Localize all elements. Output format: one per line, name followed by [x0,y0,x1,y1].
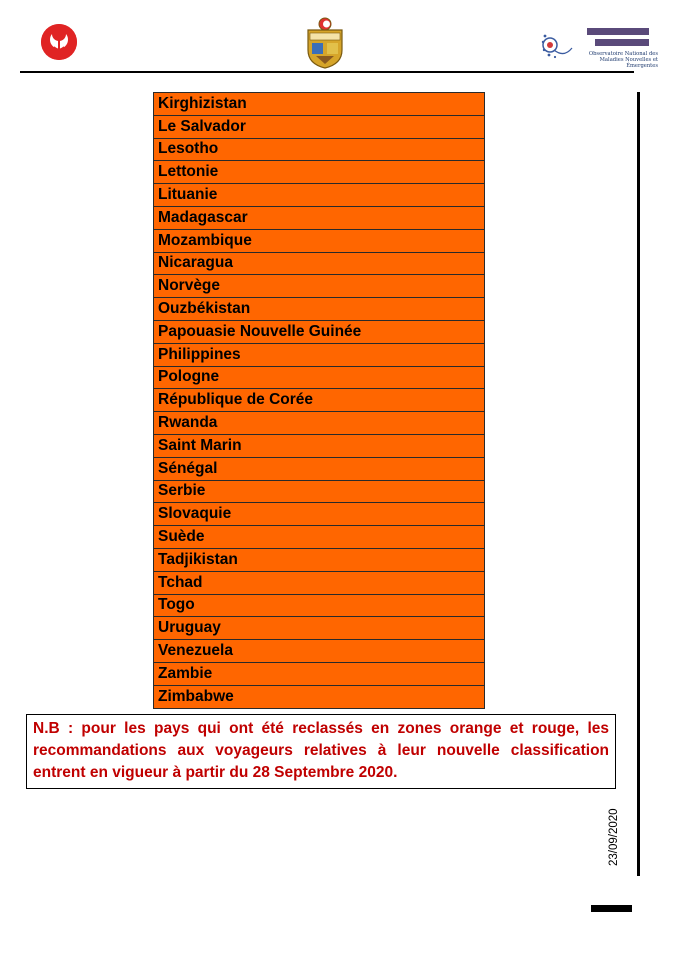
table-row [154,138,485,161]
country-cell: Lettonie [154,161,485,184]
table-row [154,503,485,526]
document-date: 23/09/2020 [608,808,620,866]
table-row [154,526,485,549]
country-cell: Mozambique [154,229,485,252]
country-cell: Slovaquie [154,503,485,526]
table-row [154,640,485,663]
anchor-icon [41,24,77,60]
country-cell: République de Corée [154,389,485,412]
country-table [153,92,485,709]
country-cell: Uruguay [154,617,485,640]
table-row [154,571,485,594]
country-cell: Philippines [154,343,485,366]
table-row [154,343,485,366]
coat-of-arms-icon [302,16,348,70]
table-row [154,389,485,412]
table-row [154,457,485,480]
country-cell: Sénégal [154,457,485,480]
table-row [154,594,485,617]
country-cell: Zambie [154,662,485,685]
country-cell: Venezuela [154,640,485,663]
country-cell: Tchad [154,571,485,594]
country-cell: Madagascar [154,206,485,229]
table-row [154,412,485,435]
country-cell: Norvège [154,275,485,298]
side-rule [637,92,640,876]
table-row [154,93,485,116]
country-cell: Serbie [154,480,485,503]
red-crescent-anchor-logo [41,24,77,60]
country-cell: Papouasie Nouvelle Guinée [154,320,485,343]
country-cell: Suède [154,526,485,549]
table-row [154,685,485,708]
table-row [154,206,485,229]
footer-bar [591,905,632,912]
country-cell: Ouzbékistan [154,298,485,321]
table-row [154,252,485,275]
table-row [154,434,485,457]
country-cell: Lesotho [154,138,485,161]
onmne-name: Observatoire National des Maladies Nouvelles et Émergentes [588,51,658,69]
tunisian-coat-of-arms-logo [302,16,348,70]
table-row [154,184,485,207]
globe-dots-icon [540,28,574,62]
country-cell: Kirghizistan [154,93,485,116]
table-row [154,366,485,389]
arabic-title-line [595,39,649,46]
table-row [154,548,485,571]
country-cell: Saint Marin [154,434,485,457]
header-rule [20,71,634,73]
table-row [154,161,485,184]
country-cell: Le Salvador [154,115,485,138]
country-cell: Zimbabwe [154,685,485,708]
country-cell: Lituanie [154,184,485,207]
table-row [154,229,485,252]
onmne-logo [540,20,658,70]
table-row [154,480,485,503]
country-cell: Rwanda [154,412,485,435]
country-cell: Togo [154,594,485,617]
table-row [154,617,485,640]
arabic-title-line [587,28,649,35]
country-cell: Nicaragua [154,252,485,275]
note-text: N.B : pour les pays qui ont été reclassés en zones orange et rouge, les recommandations aux voyageurs relatives à leur nouvelle classification entrent en vigueur à partir du 28 Septembre 2020. [33,720,609,781]
country-cell: Pologne [154,366,485,389]
table-row [154,115,485,138]
table-row [154,275,485,298]
table-row [154,662,485,685]
note-box [26,714,616,789]
country-cell: Tadjikistan [154,548,485,571]
table-row [154,298,485,321]
table-row [154,320,485,343]
country-rows [154,93,485,709]
